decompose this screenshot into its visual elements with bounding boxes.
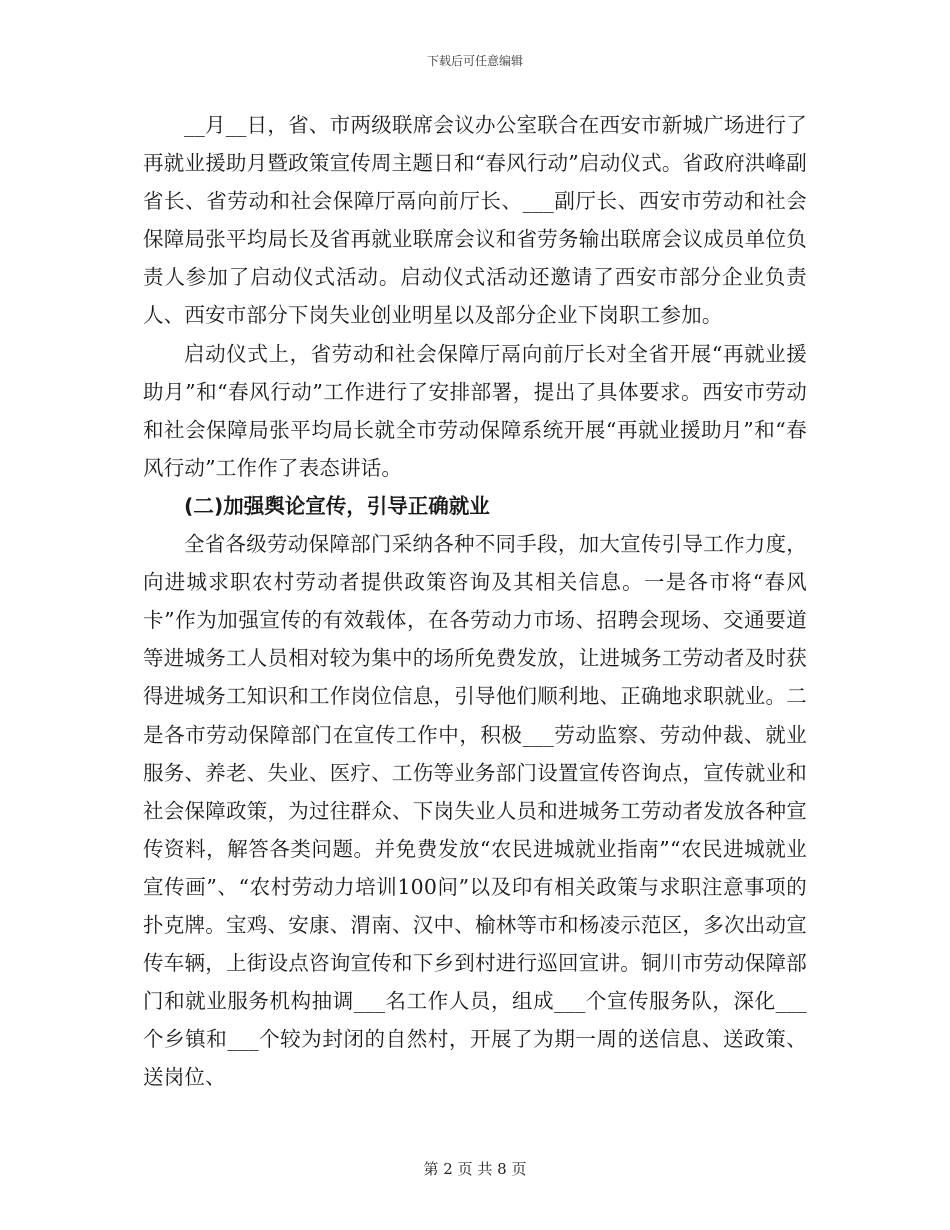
paragraph-launch-ceremony: __月__日，省、市两级联席会议办公室联合在西安市新城广场进行了再就业援助月暨政策宣传周主题日和“春风行动”启动仪式。省政府洪峰副省长、省劳动和社会保障厅鬲向前厅长、___副厅长、西安市劳动和社会保障局张平均局长及省再就业联席会议和省劳务输出联席会议成员单位负责人参加了启动仪式活动。启动仪式活动还邀请了西安市部分企业负责人、西安市部分下岗失业创业明星以及部分企业下岗职工参加。 [143, 113, 807, 328]
page-header-note: 下载后可任意编辑 [426, 54, 523, 68]
paragraph-publicity: 全省各级劳动保障部门采纳各种不同手段，加大宣传引导工作力度，向进城求职农村劳动者提供政策咨询及其相关信息。一是各市将“春风卡”作为加强宣传的有效载体，在各劳动力市场、招聘会现场、交通要道等进城务工人员相对较为集中的场所免费发放，让进城务工劳动者及时获得进城务工知识和工作岗位信息，引导他们顺利地、正确地求职就业。二是各市劳动保障部门在宣传工作中，积极___劳动监察、劳动仲裁、就业服务、养老、失业、医疗、工伤等业务部门设置宣传咨询点，宣传就业和社会保障政策，为过往群众、下岗失业人员和进城务工劳动者发放各种宣传资料，解答各类问题。并免费发放“农民进城就业指南”“农民进城就业宣传画”、“农村劳动力培训100问”以及印有相关政策与求职注意事项的扑克牌。宝鸡、安康、渭南、汉中、榆林等市和杨凌示范区，多次出动宣传车辆，上街设点咨询宣传和下乡到村进行巡回宣讲。铜川市劳动保障部门和就业服务机构抽调___名工作人员，组成___个宣传服务队，深化___个乡镇和___个较为封闭的自然村，开展了为期一周的送信息、送政策、送岗位、 [143, 532, 807, 1090]
page-number: 第 2 页 共 8 页 [423, 1160, 527, 1178]
section-heading: (二)加强舆论宣传，引导正确就业 [184, 493, 490, 518]
paragraph-ceremony-speech: 启动仪式上，省劳动和社会保障厅鬲向前厅长对全省开展“再就业援助月”和“春风行动”工作进行了安排部署，提出了具体要求。西安市劳动和社会保障局张平均局长就全市劳动保障系统开展“再就业援助月”和“春风行动”工作作了表态讲话。 [143, 341, 807, 480]
document-body [143, 106, 807, 1096]
